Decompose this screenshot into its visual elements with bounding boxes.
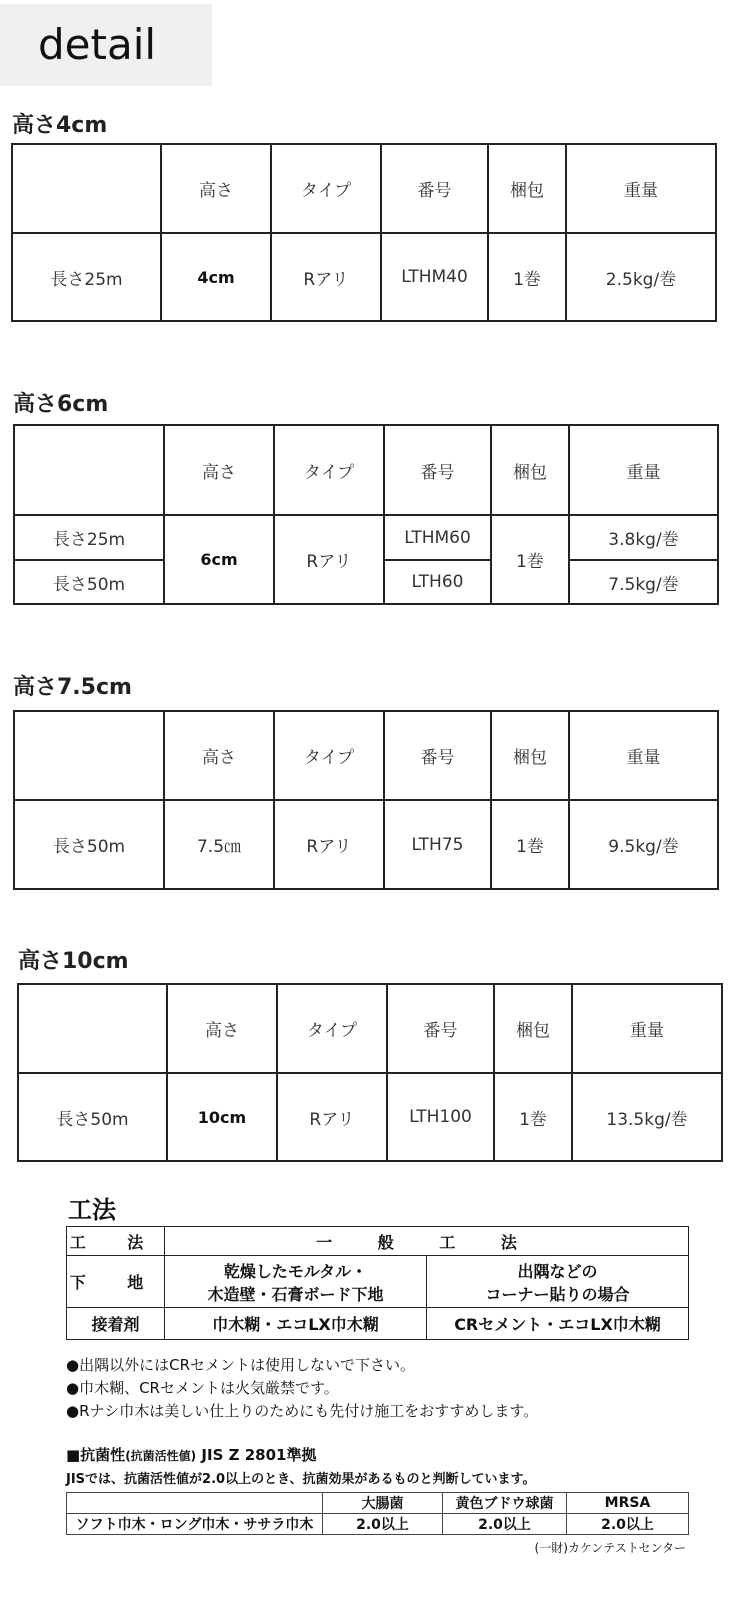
antibacterial-note: JISでは、抗菌活性値が2.0以上のとき、抗菌効果があるものと判断しています。 — [66, 1472, 536, 1487]
cell-number: LTHM40 — [381, 233, 488, 321]
header-cell-number: 番号 — [387, 984, 494, 1073]
cell-number: LTH75 — [384, 800, 491, 889]
antibacterial-source: (一財)カケンテストセンター — [534, 1541, 686, 1555]
header-cell-type: タイプ — [274, 711, 384, 800]
ab-value-ecoli: 2.0以上 — [323, 1514, 443, 1535]
antibacterial-title-std: JIS Z 2801準拠 — [201, 1446, 317, 1464]
ab-row-label: ソフト巾木・ロング巾木・ササラ巾木 — [67, 1514, 323, 1535]
header-cell-pack: 梱包 — [491, 711, 569, 800]
spec-table-10cm — [17, 983, 723, 1162]
antibacterial-title-main: ■抗菌性 — [66, 1446, 126, 1464]
header-cell-pack: 梱包 — [491, 425, 569, 515]
notes-list — [66, 1354, 538, 1423]
cell-height: 6cm — [164, 515, 274, 604]
header-cell-type: タイプ — [277, 984, 387, 1073]
substrate-corner — [427, 1256, 689, 1308]
spec-table-6cm — [13, 424, 719, 605]
method-title: 工法 — [68, 1196, 116, 1224]
section-title-6cm: 高さ6cm — [13, 392, 109, 417]
header-cell-number: 番号 — [384, 711, 491, 800]
header-cell-weight: 重量 — [569, 425, 718, 515]
cell-length: 長さ50m — [14, 560, 164, 604]
substrate-corner-line2: コーナー貼りの場合 — [485, 1284, 630, 1304]
note-item: ●出隅以外にはCRセメントは使用しないで下さい。 — [66, 1356, 415, 1374]
cell-pack: 1巻 — [488, 233, 566, 321]
cell-weight: 13.5kg/巻 — [572, 1073, 722, 1161]
note-item: ●巾木糊、CRセメントは火気厳禁です。 — [66, 1379, 339, 1397]
cell-number: LTH100 — [387, 1073, 494, 1161]
header-cell-height: 高さ — [161, 144, 271, 233]
cell-weight: 3.8kg/巻 — [569, 515, 718, 560]
cell-type: Rアリ — [271, 233, 381, 321]
ab-value-staph: 2.0以上 — [443, 1514, 567, 1535]
cell-number: LTHM60 — [384, 515, 491, 560]
substrate-corner-line1: 出隅などの — [517, 1261, 598, 1281]
ab-header-empty — [67, 1493, 323, 1514]
header-cell-weight: 重量 — [569, 711, 718, 800]
cell-type: Rアリ — [274, 515, 384, 604]
cell-pack: 1巻 — [491, 515, 569, 604]
header-cell-height: 高さ — [164, 711, 274, 800]
header-cell-number: 番号 — [384, 425, 491, 515]
detail-header — [0, 4, 212, 86]
header-cell-number: 番号 — [381, 144, 488, 233]
cell-pack: 1巻 — [494, 1073, 572, 1161]
header-cell-height: 高さ — [167, 984, 277, 1073]
method-value: 一 般 工 法 — [165, 1227, 689, 1256]
ab-header-mrsa: MRSA — [567, 1493, 689, 1514]
cell-weight: 7.5kg/巻 — [569, 560, 718, 604]
header-cell-weight: 重量 — [566, 144, 716, 233]
adhesive-label: 接着剤 — [67, 1308, 165, 1340]
adhesive-corner: CRセメント・エコLX巾木糊 — [427, 1308, 689, 1340]
section-title-4cm: 高さ4cm — [12, 113, 108, 138]
cell-length: 長さ50m — [14, 800, 164, 889]
header-cell-pack: 梱包 — [488, 144, 566, 233]
header-cell-empty — [12, 144, 161, 233]
ab-value-mrsa: 2.0以上 — [567, 1514, 689, 1535]
ab-header-ecoli: 大腸菌 — [323, 1493, 443, 1514]
header-cell-empty — [14, 425, 164, 515]
header-cell-weight: 重量 — [572, 984, 722, 1073]
header-cell-empty — [18, 984, 167, 1073]
adhesive-general: 巾木糊・エコLX巾木糊 — [165, 1308, 427, 1340]
cell-type: Rアリ — [274, 800, 384, 889]
antibacterial-table — [66, 1492, 689, 1535]
substrate-label: 下 地 — [67, 1256, 165, 1308]
cell-type: Rアリ — [277, 1073, 387, 1161]
antibacterial-title-sub: (抗菌活性値) — [125, 1449, 197, 1463]
substrate-general — [165, 1256, 427, 1308]
detail-title: detail — [38, 20, 157, 69]
cell-height: 7.5㎝ — [164, 800, 274, 889]
cell-height: 4cm — [161, 233, 271, 321]
header-cell-type: タイプ — [274, 425, 384, 515]
note-item: ●Rナシ巾木は美しい仕上りのためにも先付け施工をおすすめします。 — [66, 1402, 539, 1420]
header-cell-height: 高さ — [164, 425, 274, 515]
header-cell-empty — [14, 711, 164, 800]
header-cell-type: タイプ — [271, 144, 381, 233]
cell-height: 10cm — [167, 1073, 277, 1161]
spec-table-4cm — [11, 143, 717, 322]
method-label: 工 法 — [67, 1227, 165, 1256]
header-cell-pack: 梱包 — [494, 984, 572, 1073]
spec-table-7-5cm — [13, 710, 719, 890]
cell-weight: 2.5kg/巻 — [566, 233, 716, 321]
cell-number: LTH60 — [384, 560, 491, 604]
cell-weight: 9.5kg/巻 — [569, 800, 718, 889]
section-title-7-5cm: 高さ7.5cm — [13, 675, 132, 700]
cell-length: 長さ25m — [14, 515, 164, 560]
ab-header-staph: 黄色ブドウ球菌 — [443, 1493, 567, 1514]
cell-length: 長さ50m — [18, 1073, 167, 1161]
antibacterial-title — [66, 1444, 316, 1465]
cell-pack: 1巻 — [491, 800, 569, 889]
cell-length: 長さ25m — [12, 233, 161, 321]
method-table — [66, 1226, 689, 1340]
substrate-general-line1: 乾燥したモルタル・ — [223, 1261, 368, 1281]
section-title-10cm: 高さ10cm — [18, 949, 129, 974]
substrate-general-line2: 木造壁・石膏ボード下地 — [207, 1284, 384, 1304]
